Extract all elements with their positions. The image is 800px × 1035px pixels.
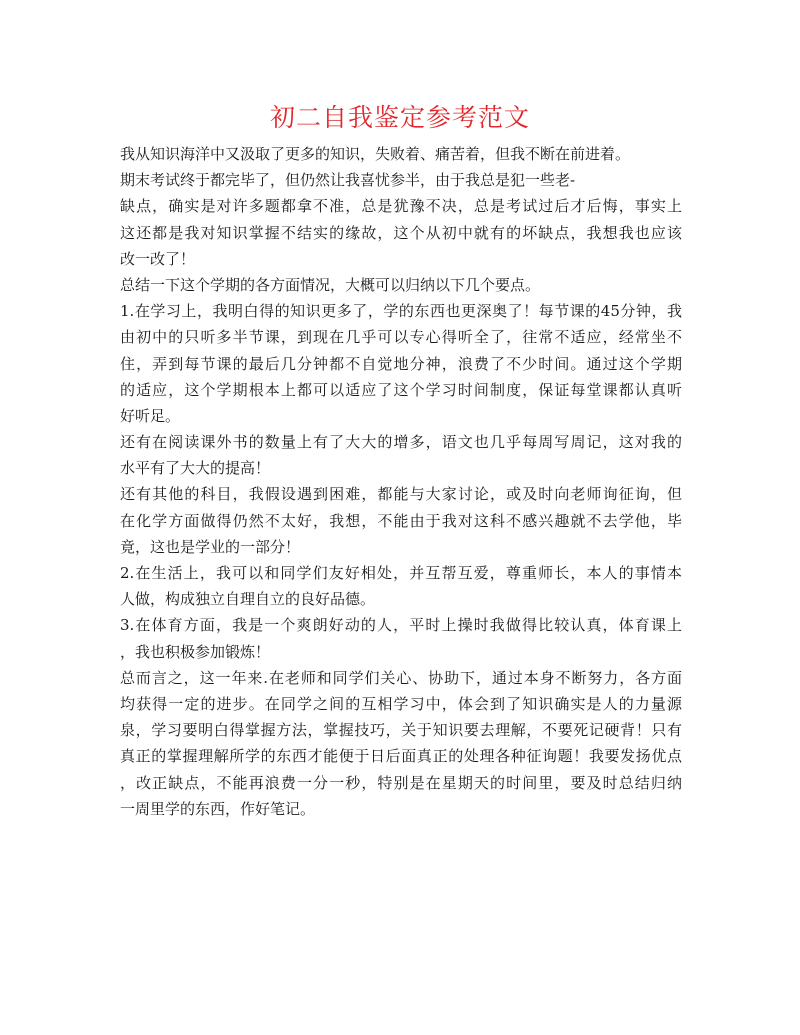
text-line: 好听足。 [120,406,181,425]
text-line: 人做，构成独立自理自立的良好品德。 [120,590,376,609]
text-line: 还有在阅读课外书的数量上有了大大的增多，语文也几乎每周写周记，这对我的 [120,433,682,452]
text-line: ，我也积极参加锻炼！ [120,642,271,661]
text-line: 2.在生活上，我可以和同学们友好相处，并互帮互爱，尊重师长，本人的事情本 [120,564,682,582]
text-line: 3.在体育方面，我是一个爽朗好动的人，平时上操时我做得比较认真，体育课上 [120,616,682,635]
text-line: 我从知识海洋中又汲取了更多的知识，失败着、痛苦着，但我不断在前进着。 [120,145,631,163]
text-line: 在化学方面做得仍然不太好，我想，不能由于我对这科不感兴趣就不去学他，毕 [120,511,682,530]
document-title: 初二自我鉴定参考范文 [269,103,530,132]
text-line: 由初中的只听多半节课，到现在几乎可以专心得听全了，往常不适应，经常坐不 [120,328,682,347]
text-line: 总而言之，这一年来.在老师和同学们关心、协助下，通过本身不断努力，各方面 [120,668,682,687]
text-line: 住，弄到每节课的最后几分钟都不自觉地分神，浪费了不少时间。通过这个学期 [120,354,682,373]
text-line: 均获得一定的进步。在同学之间的互相学习中，体会到了知识确实是人的力量源 [120,694,682,713]
text-line: 改一改了！ [120,249,196,268]
text-line: ，改正缺点，不能再浪费一分一秒，特别是在星期天的时间里，要及时总结归纳 [120,773,682,792]
text-line: 一周里学的东西，作好笔记。 [120,799,316,818]
text-line: 真正的掌握理解所学的东西才能便于日后面真正的处理各种征询题！我要发扬优点 [120,747,682,766]
text-line: 缺点，确实是对许多题都拿不准，总是犹豫不决，总是考试过后才后悔，事实上 [120,197,682,216]
text-line: 的适应，这个学期根本上都可以适应了这个学习时间制度，保证每堂课都认真听 [120,380,682,399]
text-line: 总结一下这个学期的各方面情况，大概可以归纳以下几个要点。 [120,275,541,294]
text-line: 1.在学习上，我明白得的知识更多了，学的东西也更深奥了！每节课的45分钟，我 [120,302,682,321]
text-line: 水平有了大大的提高！ [120,459,271,478]
document-body [120,141,682,822]
text-line: 这还都是我对知识掌握不结实的缘故，这个从初中就有的坏缺点，我想我也应该 [120,223,682,242]
text-line: 还有其他的科目，我假设遇到困难，都能与大家讨论，或及时向老师询征询，但 [120,485,682,504]
text-line: 泉，学习要明白得掌握方法，掌握技巧，关于知识要去理解，不要死记硬背！只有 [120,721,682,740]
text-line: 竟，这也是学业的一部分！ [120,537,301,556]
text-line: 期末考试终于都完毕了，但仍然让我喜忧参半，由于我总是犯一些老- [120,171,576,190]
